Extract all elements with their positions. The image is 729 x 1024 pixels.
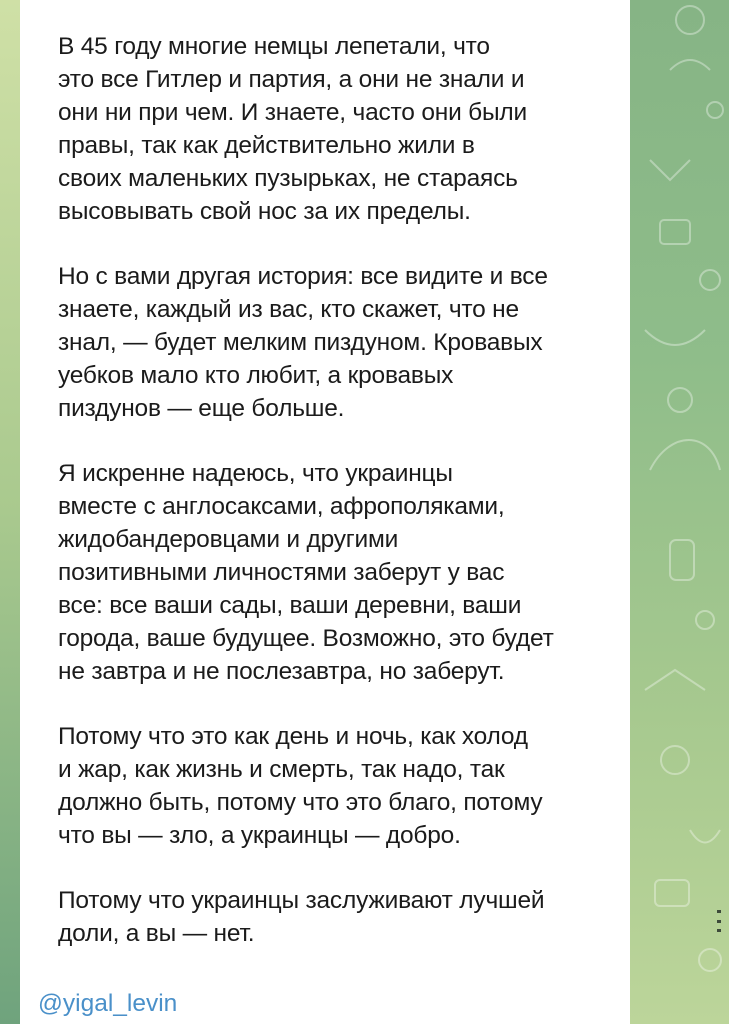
- message-paragraph-2: Но с вами другая история: все видите и все знаете, каждый из вас, кто скажет, что не знал, — будет мелким пиздуном. Кровавых уебков мало кто любит, а кровавых пиздунов — еще больше.: [58, 263, 548, 422]
- message-paragraph-1: В 45 году многие немцы лепетали, что это все Гитлер и партия, а они не знали и они ни при чем. И знаете, часто они были правы, так как действительно жили в своих маленьких пузырьках, не стараясь высовывать свой нос за их пределы.: [58, 33, 527, 225]
- message-bubble: [20, 0, 630, 1024]
- message-paragraph-4: Потому что это как день и ночь, как холод и жар, как жизнь и смерть, так надо, так должно быть, потому что это благо, потому что вы — зло, а украинцы — добро.: [58, 723, 543, 849]
- wallpaper-doodle-pattern: [630, 0, 729, 1024]
- scrollbar-handle[interactable]: [717, 910, 721, 932]
- message-paragraph-3: Я искренне надеюсь, что украинцы вместе с англосаксами, афрополяками, жидобандеровцами и другими позитивными личностями заберут у вас все: все ваши сады, ваши деревни, ваши города, ваше будущее. Возможно, это будет не завтра и не послезавтра, но заберут.: [58, 460, 554, 685]
- chat-wallpaper-left: [0, 0, 20, 1024]
- message-paragraph-5: Потому что украинцы заслуживают лучшей доли, а вы — нет.: [58, 887, 545, 947]
- channel-signature-link[interactable]: @yigal_levin: [38, 990, 178, 1017]
